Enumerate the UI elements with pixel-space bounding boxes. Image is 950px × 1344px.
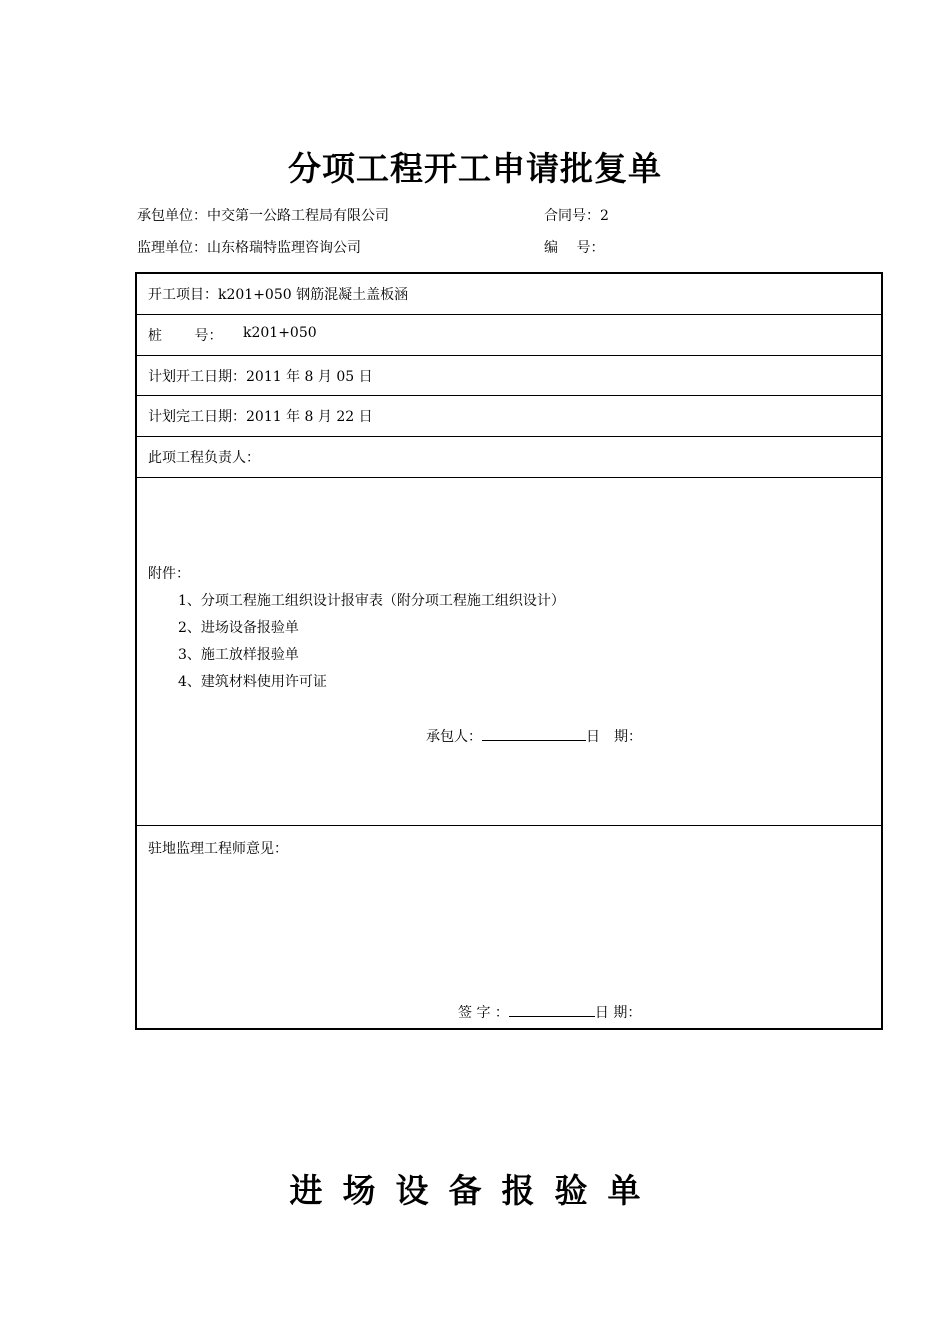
contract-number: 合同号：2	[544, 208, 609, 224]
project-field: 开工项目：k201+050 钢筋混凝土盖板涵	[148, 287, 409, 303]
next-document-title: 进场设备报验单	[289, 1171, 661, 1210]
attachment-item: 4、建筑材料使用许可证	[178, 674, 327, 690]
plan-end-row	[137, 396, 881, 437]
engineer-opinion-section	[137, 826, 881, 1028]
attachments-label: 附件：	[148, 566, 190, 582]
plan-start-row	[137, 356, 881, 396]
attachments-section	[137, 478, 881, 826]
attachment-item: 2、进场设备报验单	[178, 620, 299, 636]
serial-number: 编 号：	[544, 240, 605, 256]
responsible-field: 此项工程负责人：	[148, 450, 260, 466]
plan-end-field: 计划完工日期：2011 年 8 月 22 日	[148, 409, 373, 425]
supervisor-unit: 监理单位：山东格瑞特监理咨询公司	[137, 240, 361, 256]
sign-label: 签 字 ：	[458, 1005, 509, 1021]
attachment-item: 1、分项工程施工组织设计报审表（附分项工程施工组织设计）	[178, 593, 565, 609]
stake-row	[137, 315, 881, 356]
contractor-sign-blank	[482, 726, 586, 741]
contractor-date-label: 日 期：	[586, 729, 642, 745]
document-title: 分项工程开工申请批复单	[288, 149, 662, 188]
stake-value: k201+050	[243, 325, 317, 341]
responsible-row	[137, 437, 881, 478]
contractor-signature	[426, 726, 642, 746]
application-form	[135, 272, 883, 1030]
contractor-unit: 承包单位：中交第一公路工程局有限公司	[137, 208, 389, 224]
stake-label: 桩 号：	[148, 328, 223, 344]
project-row	[137, 274, 881, 315]
engineer-opinion-label: 驻地监理工程师意见：	[148, 841, 288, 857]
attachment-item: 3、施工放样报验单	[178, 647, 299, 663]
engineer-signature	[458, 1002, 641, 1022]
sign-blank	[509, 1002, 595, 1017]
sign-date-label: 日 期：	[594, 1005, 642, 1021]
contractor-sign-label: 承包人：	[426, 729, 482, 745]
plan-start-field: 计划开工日期：2011 年 8 月 05 日	[148, 369, 373, 385]
